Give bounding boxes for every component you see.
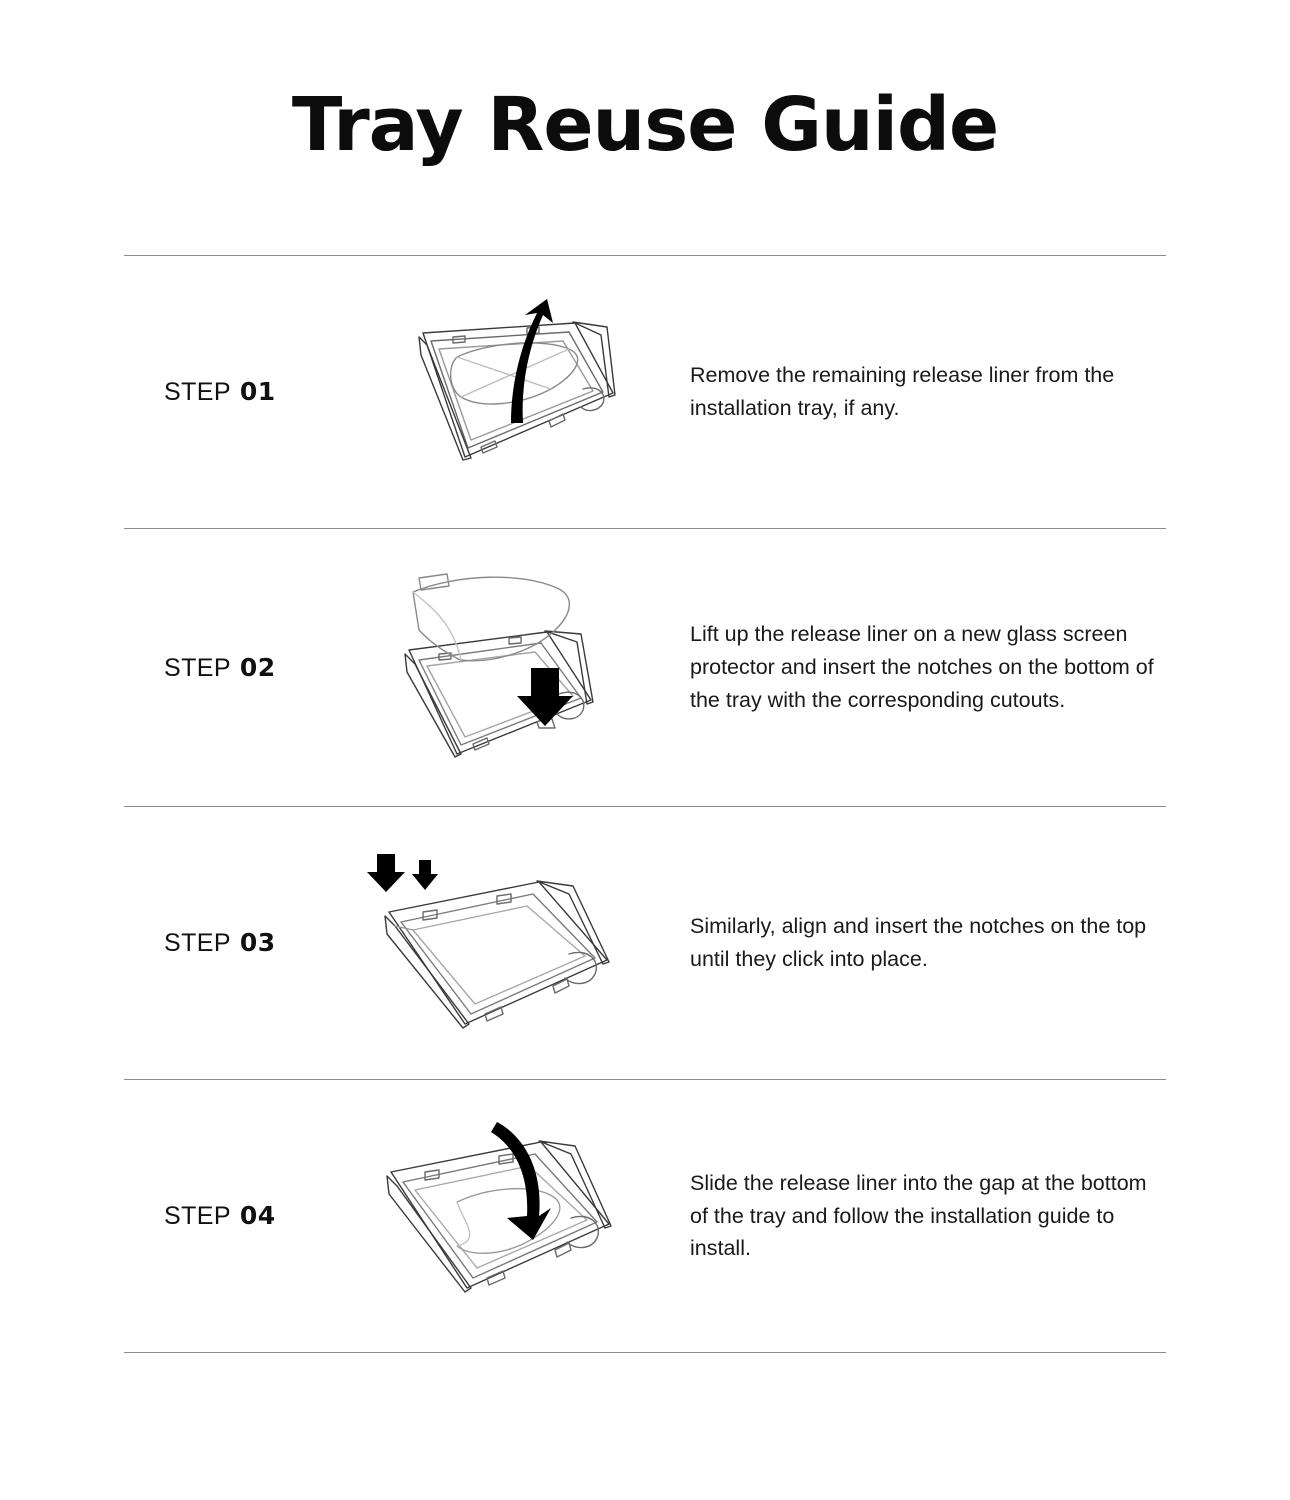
page-title: Tray Reuse Guide: [291, 82, 999, 168]
down-arrow-icon: [367, 854, 405, 892]
divider: [124, 1352, 1166, 1353]
step-row: [124, 256, 1166, 528]
step-label: [124, 1201, 336, 1231]
step-description: Similarly, align and insert the notches on the top until they click into place.: [690, 914, 1147, 971]
step-label: [124, 928, 336, 958]
steps-list: [124, 162, 1166, 1353]
down-arrow-small-icon: [412, 860, 438, 890]
step-label-word: STEP: [164, 378, 231, 406]
step-label-number: 02: [239, 652, 276, 682]
step-figure: [336, 297, 666, 487]
step-label-word: STEP: [164, 653, 231, 682]
step-row: [124, 529, 1166, 806]
step-label-number: 04: [239, 1201, 276, 1230]
step-label-number: 03: [239, 928, 276, 957]
tray-with-liner-peeling-up-illustration: [361, 297, 641, 487]
step-description: Remove the remaining release liner from the installation tray, if any.: [690, 363, 1115, 420]
step-label: [124, 377, 336, 407]
tray-insert-top-notches-illustration: [361, 838, 641, 1048]
curved-down-arrow-icon: [491, 1122, 551, 1240]
tray-with-new-glass-protector-insert-bottom-illustration: [361, 568, 641, 768]
step-figure: [336, 1116, 666, 1316]
step-description: Lift up the release liner on a new glass screen protector and insert the notches on the bottom of the tray with the corresponding cutouts.: [690, 622, 1154, 712]
up-arrow-icon: [511, 299, 553, 423]
tray-slide-release-liner-into-gap-illustration: [361, 1116, 641, 1316]
down-arrow-icon: [517, 668, 573, 726]
step-row: [124, 807, 1166, 1079]
step-figure: [336, 838, 666, 1048]
step-row: [124, 1080, 1166, 1352]
step-label-word: STEP: [164, 929, 231, 957]
step-label-word: STEP: [164, 1202, 231, 1230]
step-figure: [336, 568, 666, 768]
step-label-number: 01: [239, 377, 276, 406]
step-label: [124, 653, 336, 683]
step-description: Slide the release liner into the gap at the bottom of the tray and follow the installation guide to install.: [690, 1170, 1147, 1261]
